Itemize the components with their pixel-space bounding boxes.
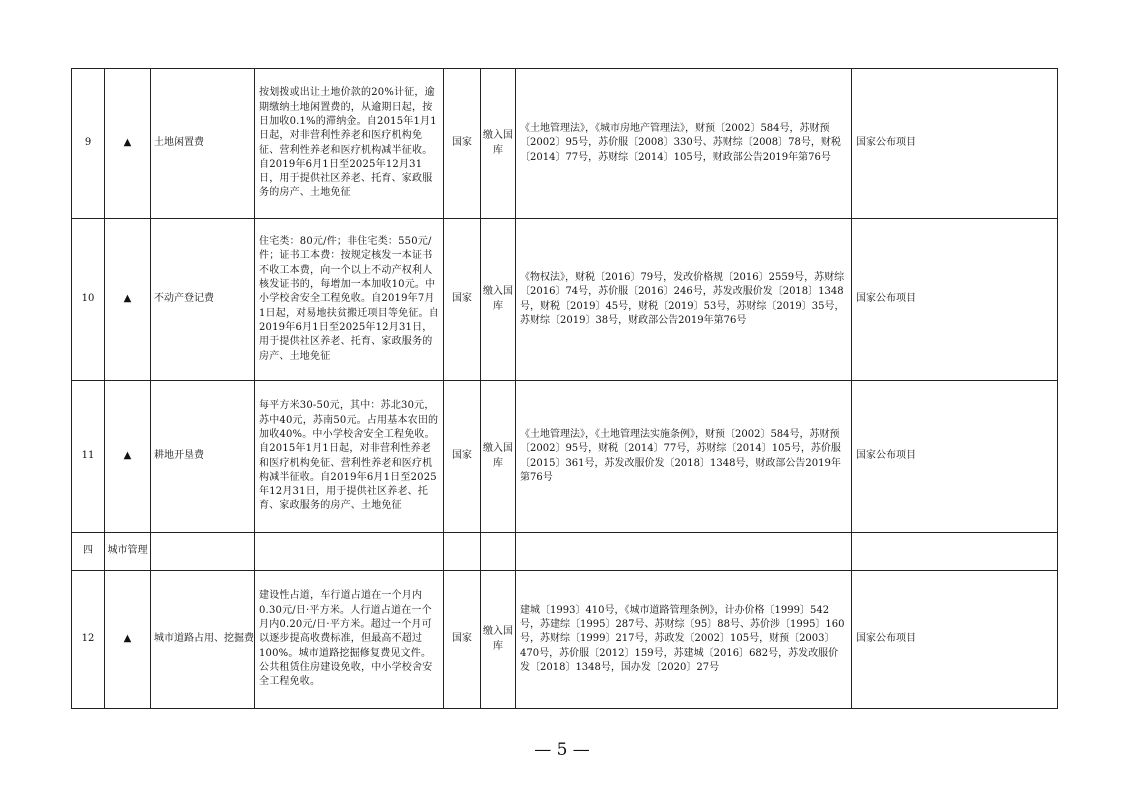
fee-note: 国家公布项目 <box>852 69 1058 219</box>
fee-table <box>71 68 1058 709</box>
table-row <box>72 219 1058 381</box>
fee-note: 国家公布项目 <box>852 219 1058 381</box>
empty-cell <box>481 533 516 571</box>
fee-note: 国家公布项目 <box>852 571 1058 709</box>
fee-basis: 建城〔1993〕410号，《城市道路管理条例》，计办价格〔1999〕542号，苏建综〔1995〕287号、苏财综〔95〕88号、苏价涉〔1995〕160号，苏财综〔1999〕217号，苏政发〔2002〕105号，财预〔2003〕470号，苏价服〔2012〕159号，苏建城〔2016〕682号，苏发改服价发〔2018〕1348号，国办发〔2020〕27号 <box>516 571 852 709</box>
fee-standard: 按划拨或出让土地价款的20%计征，逾期缴纳土地闲置费的，从逾期日起，按日加收0.1%的滞纳金。自2015年1月1日起，对非营利性养老和医疗机构免征、营利性养老和医疗机构减半征收。自2019年6月1日至2025年12月31日，用于提供社区养老、托育、家政服务的房产、土地免征 <box>255 69 444 219</box>
row-index: 11 <box>72 381 105 533</box>
fee-note: 国家公布项目 <box>852 381 1058 533</box>
fee-level: 国家 <box>444 571 481 709</box>
fee-basis: 《土地管理法》，《城市房地产管理法》，财预〔2002〕584号，苏财预〔2002〕95号，苏价服〔2008〕330号、苏财综〔2008〕78号，财税〔2014〕77号，苏财综〔2014〕105号，财政部公告2019年第76号 <box>516 69 852 219</box>
page-number: — 5 — <box>534 740 590 760</box>
empty-cell <box>151 533 255 571</box>
row-index: 9 <box>72 69 105 219</box>
category-name: 城市管理 <box>105 533 151 571</box>
category-row <box>72 533 1058 571</box>
row-index: 10 <box>72 219 105 381</box>
fee-standard: 建设性占道，车行道占道在一个月内0.30元/日·平方米。人行道占道在一个月内0.20元/日·平方米。超过一个月可以逐步提高收费标准，但最高不超过100%。城市道路挖掘修复费见文件。公共租赁住房建设免收，中小学校舍安全工程免收。 <box>255 571 444 709</box>
empty-cell <box>444 533 481 571</box>
triangle-mark: ▲ <box>105 571 151 709</box>
fee-name: 耕地开垦费 <box>151 381 255 533</box>
fee-name: 土地闲置费 <box>151 69 255 219</box>
table-row <box>72 571 1058 709</box>
triangle-mark: ▲ <box>105 381 151 533</box>
table-row <box>72 69 1058 219</box>
fee-level: 国家 <box>444 219 481 381</box>
fee-basis: 《物权法》，财税〔2016〕79号，发改价格规〔2016〕2559号，苏财综〔2016〕74号，苏价服〔2016〕246号，苏发改服价发〔2018〕1348号，财税〔2019〕45号，财税〔2019〕53号，苏财综〔2019〕35号，苏财综〔2019〕38号，财政部公告2019年第76号 <box>516 219 852 381</box>
table-row <box>72 381 1058 533</box>
fee-channel: 缴入国库 <box>481 381 516 533</box>
empty-cell <box>516 533 852 571</box>
fee-channel: 缴入国库 <box>481 69 516 219</box>
empty-cell <box>852 533 1058 571</box>
empty-cell <box>255 533 444 571</box>
category-index: 四 <box>72 533 105 571</box>
fee-standard: 住宅类：80元/件；非住宅类：550元/件；证书工本费：按规定核发一本证书不收工本费，向一个以上不动产权利人核发证书的，每增加一本加收10元。中小学校舍安全工程免收。自2019年7月1日起，对易地扶贫搬迁项目等免征。自2019年6月1日至2025年12月31日，用于提供社区养老、托育、家政服务的房产、土地免征 <box>255 219 444 381</box>
fee-level: 国家 <box>444 69 481 219</box>
fee-standard: 每平方米30-50元，其中：苏北30元，苏中40元，苏南50元。占用基本农田的加收40%。中小学校舍安全工程免收。自2015年1月1日起，对非营利性养老和医疗机构免征、营利性养老和医疗机构减半征收。自2019年6月1日至2025年12月31日，用于提供社区养老、托育、家政服务的房产、土地免征 <box>255 381 444 533</box>
triangle-mark: ▲ <box>105 69 151 219</box>
triangle-mark: ▲ <box>105 219 151 381</box>
fee-name: 不动产登记费 <box>151 219 255 381</box>
fee-level: 国家 <box>444 381 481 533</box>
fee-name: 城市道路占用、挖掘费 <box>151 571 255 709</box>
fee-channel: 缴入国库 <box>481 571 516 709</box>
fee-channel: 缴入国库 <box>481 219 516 381</box>
fee-basis: 《土地管理法》，《土地管理法实施条例》，财预〔2002〕584号，苏财预〔2002〕95号，财税〔2014〕77号，苏财综〔2014〕105号，苏价服〔2015〕361号，苏发改服价发〔2018〕1348号，财政部公告2019年第76号 <box>516 381 852 533</box>
row-index: 12 <box>72 571 105 709</box>
